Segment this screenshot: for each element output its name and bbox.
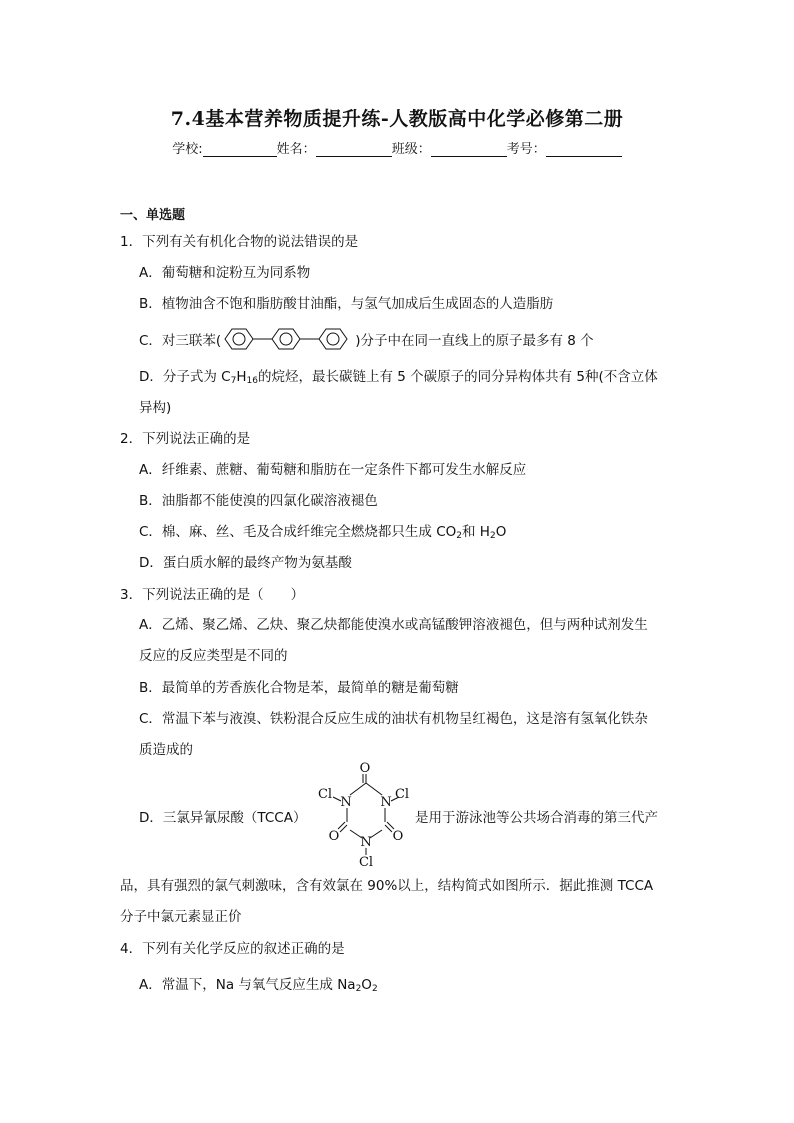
q1-option-c-pre: C．对三联苯( [139, 333, 222, 349]
q1-d-sub-2: 16 [246, 376, 258, 386]
tcca-atom-cl-right: Cl [394, 787, 410, 802]
student-info-line [0, 138, 794, 157]
q2-option-c [139, 520, 506, 541]
q3-option-a-cont: 反应的反应类型是不同的 [139, 648, 288, 664]
q4-option-a [139, 973, 378, 994]
q3-option-c: C．常温下苯与液溴、铁粉混合反应生成的油状有机物呈红褐色，这是溶有氢氧化铁杂 [139, 711, 648, 727]
exam-no-blank[interactable] [546, 142, 622, 157]
school-blank[interactable] [203, 142, 277, 157]
q2-c-text-1: C．棉、麻、丝、毛及合成纤维完全燃烧都只生成 CO [139, 524, 457, 540]
q1-stem: 1．下列有关有机化合物的说法错误的是 [120, 234, 359, 250]
name-label: 姓名： [276, 142, 316, 157]
tcca-atom-cl-left: Cl [317, 787, 333, 802]
q4-a-text-1: A．常温下，Na 与氧气反应生成 Na [139, 977, 356, 993]
section-heading: 一、单选题 [120, 208, 186, 223]
terphenyl-structure-icon [221, 326, 355, 352]
q4-a-sub-2: 2 [371, 984, 378, 994]
q2-stem: 2．下列说法正确的是 [120, 431, 251, 447]
q1-d-text-1: D．分子式为 C [139, 369, 231, 385]
q1-option-d-cont: 异构) [139, 400, 172, 416]
tcca-atom-n-left: N [340, 795, 352, 810]
q3-option-d-pre: D．三氯异氰尿酸（TCCA） [139, 810, 307, 826]
school-label: 学校: [172, 142, 203, 157]
q3-stem: 3．下列说法正确的是（ ） [120, 587, 305, 603]
q1-d-sub-1: 7 [230, 376, 237, 386]
q3-option-c-cont: 质造成的 [139, 742, 193, 758]
q2-option-a: A．纤维素、蔗糖、葡萄糖和脂肪在一定条件下都可发生水解反应 [139, 462, 527, 478]
exam-no-label: 考号： [506, 142, 546, 157]
q3-option-a: A．乙烯、聚乙烯、乙炔、聚乙炔都能使溴水或高锰酸钾溶液褪色，但与两种试剂发生 [139, 617, 648, 633]
q2-option-b: B．油脂都不能使溴的四氯化碳溶液褪色 [139, 493, 378, 509]
q3-option-d-post: 是用于游泳池等公共场合消毒的第三代产 [415, 810, 658, 826]
q4-stem: 4．下列有关化学反应的叙述正确的是 [120, 941, 345, 957]
q4-a-text-2: O [361, 977, 372, 993]
q1-d-text-3: 的烷烃，最长碳链上有 5 个碳原子的同分异构体共有 5种(不含立体 [257, 369, 658, 385]
q1-option-a: A．葡萄糖和淀粉互为同系物 [139, 265, 311, 281]
q3-option-d-cont-1: 品，具有强烈的氯气刺激味，含有效氯在 90%以上，结构简式如图所示．据此推测 TCCA [120, 878, 654, 894]
q2-c-sub-2: 2 [489, 531, 496, 541]
name-blank[interactable] [316, 142, 392, 157]
q2-c-sub-1: 2 [456, 531, 463, 541]
tcca-atom-o-top: O [359, 761, 371, 776]
q2-option-d: D．蛋白质水解的最终产物为氨基酸 [139, 555, 352, 571]
q3-option-d-cont-2: 分子中氯元素显正价 [120, 909, 242, 925]
tcca-atom-n-bottom: N [360, 835, 372, 850]
q2-c-text-3: O [495, 524, 507, 540]
q1-d-text-2: H [236, 369, 247, 385]
tcca-atom-n-right: N [380, 795, 392, 810]
q4-a-sub-1: 2 [355, 984, 362, 994]
page-title: 7.4基本营养物质提升练-人教版高中化学必修第二册 [170, 108, 624, 130]
class-label: 班级： [391, 142, 431, 157]
q1-option-d [139, 365, 658, 386]
tcca-atom-o-right: O [392, 829, 404, 844]
q1-option-b: B．植物油含不饱和脂肪酸甘油酯，与氢气加成后生成固态的人造脂肪 [139, 296, 554, 312]
tcca-structure-icon [312, 760, 412, 868]
q1-option-c [139, 326, 594, 352]
q3-option-b: B．最简单的芳香族化合物是苯，最简单的糖是葡萄糖 [139, 680, 459, 696]
class-blank[interactable] [431, 142, 507, 157]
tcca-atom-o-left: O [328, 829, 340, 844]
q1-option-c-post: )分子中在同一直线上的原子最多有 8 个 [355, 333, 594, 349]
q2-c-text-2: 和 H [462, 524, 490, 540]
tcca-atom-cl-bottom: Cl [358, 855, 374, 868]
